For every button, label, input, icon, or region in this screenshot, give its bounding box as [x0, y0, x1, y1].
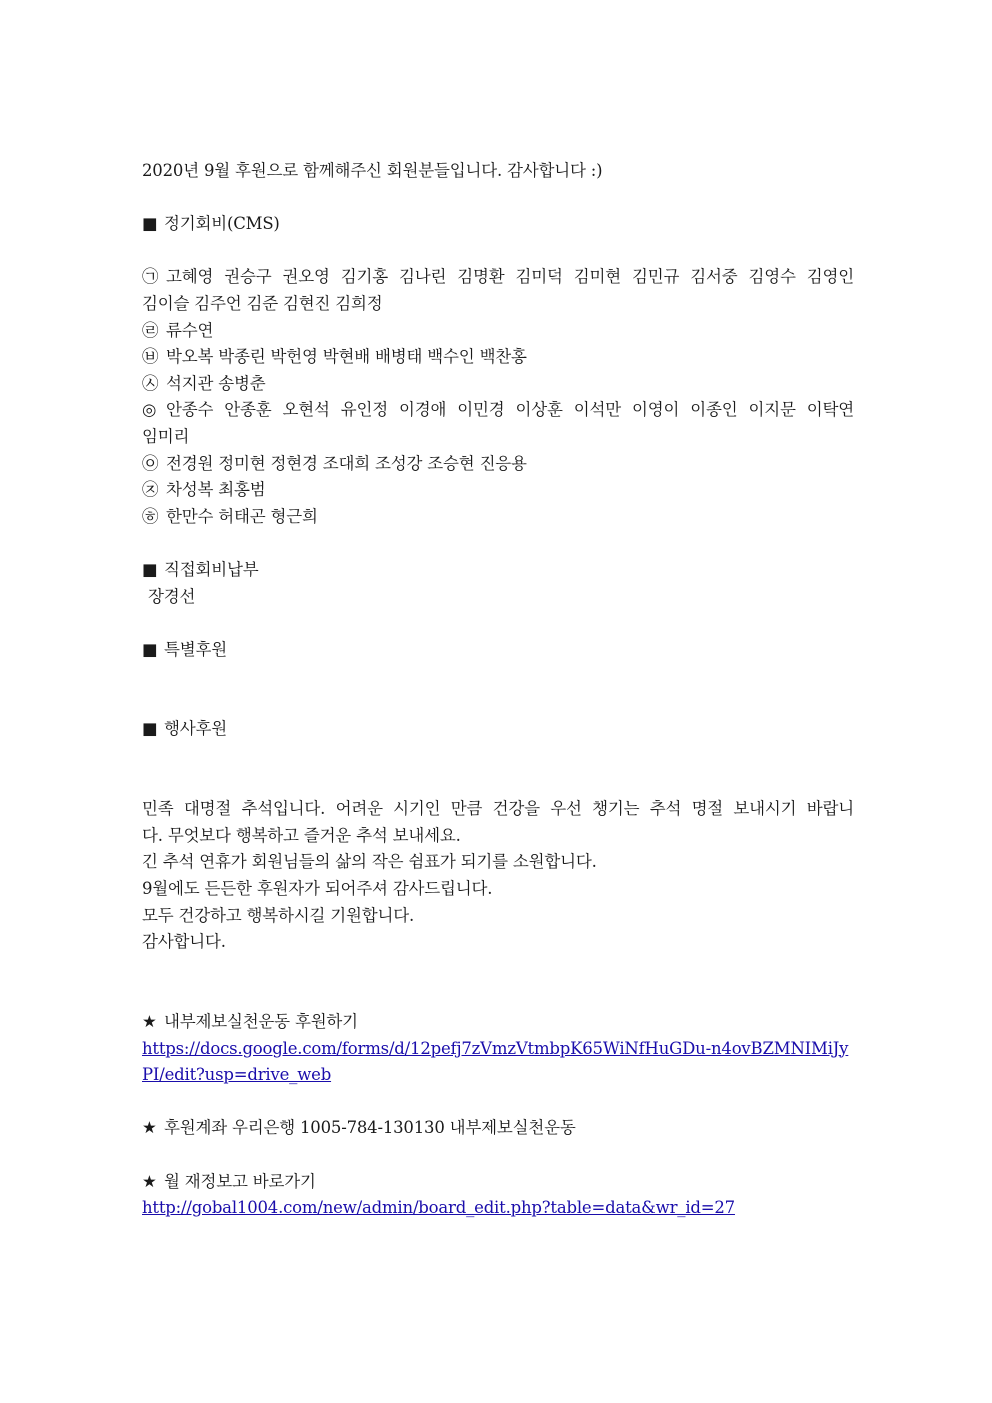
member-names: 안종수 안종훈 오현석 유인정 이경애 이민경 이상훈 이석만 이영이 이종인 이지문 이탁연 [166, 400, 854, 420]
message-line: 민족 대명절 추석입니다. 어려운 시기인 만큼 건강을 우선 챙기는 추석 명절 보내시기 바랍니 [142, 799, 854, 819]
account-info [142, 1115, 854, 1142]
donate-label: 내부제보실천운동 후원하기 [164, 1012, 358, 1031]
member-names: 류수연 [166, 320, 214, 340]
member-group-chieut [142, 477, 854, 504]
member-names: 석지관 송병춘 [166, 373, 266, 393]
square-bullet-icon: ■ [142, 639, 158, 659]
group-glyph-icon: ㉧ [142, 453, 159, 473]
section-event-title: 행사후원 [164, 719, 227, 739]
member-names-continued: 임미리 [142, 426, 190, 446]
message-line: 다. 무엇보다 행복하고 즐거운 추석 보내세요. [142, 825, 461, 845]
message-line: 모두 건강하고 행복하시길 기원합니다. [142, 905, 415, 925]
section-event-heading [142, 716, 854, 743]
square-bullet-icon: ■ [142, 559, 158, 579]
document-body [142, 158, 854, 1222]
member-group-siot [142, 371, 854, 398]
member-names-continued: 김이슬 김주언 김준 김현진 김희정 [142, 293, 383, 313]
direct-member-names: 장경선 [148, 586, 196, 606]
group-glyph-icon: ㉥ [142, 347, 159, 367]
member-group-hieut [142, 504, 854, 531]
square-bullet-icon: ■ [142, 719, 158, 739]
member-group-rieul [142, 318, 854, 345]
section-direct-title: 직접회비납부 [164, 559, 259, 579]
group-glyph-icon: ㉠ [142, 267, 159, 287]
star-icon: ★ [142, 1012, 157, 1031]
member-names: 차성복 최홍범 [166, 480, 266, 500]
financial-report-link[interactable]: http://gobal1004.com/new/admin/board_edit.php?table=data&wr_id=27 [142, 1198, 735, 1218]
cms-member-list [142, 264, 854, 530]
report-label: 월 재정보고 바로가기 [164, 1171, 316, 1191]
member-group-bieup [142, 344, 854, 371]
member-names: 전경원 정미현 정현경 조대희 조성강 조승현 진응용 [166, 453, 527, 473]
section-special-heading [142, 637, 854, 664]
square-bullet-icon: ■ [142, 214, 158, 234]
greeting-message [142, 796, 854, 956]
donate-heading [142, 1009, 854, 1036]
group-glyph-icon: ㉦ [142, 373, 159, 393]
star-icon: ★ [142, 1171, 157, 1191]
section-cms-heading [142, 211, 854, 238]
group-glyph-icon: ㉣ [142, 320, 159, 340]
member-group-jieut [142, 451, 854, 478]
section-cms-title: 정기회비(CMS) [164, 214, 280, 234]
star-icon: ★ [142, 1118, 157, 1138]
group-glyph-icon: ㉭ [142, 506, 159, 526]
member-group-giyeok [142, 264, 854, 291]
intro-text: 2020년 9월 후원으로 함께해주신 회원분들입니다. 감사합니다 :) [142, 161, 603, 180]
account-label: 후원계좌 우리은행 1005-784-130130 내부제보실천운동 [164, 1118, 576, 1138]
member-names: 한만수 허태곤 형근희 [166, 506, 318, 526]
group-glyph-icon: ◎ [142, 400, 157, 420]
donate-form-link[interactable]: https://docs.google.com/forms/d/12pefj7zVmzVtmbpK65WiNfHuGDu-n4ovBZMNIMiJyPI/edit?usp=drive_web [142, 1038, 849, 1085]
message-line: 감사합니다. [142, 932, 226, 952]
section-direct-heading [142, 557, 854, 584]
member-names: 박오복 박종린 박헌영 박현배 배병태 백수인 백찬홍 [166, 347, 527, 367]
group-glyph-icon: ㉨ [142, 480, 159, 500]
member-group-ieung [142, 397, 854, 424]
message-line: 9월에도 든든한 후원자가 되어주셔 감사드립니다. [142, 879, 493, 899]
section-special-title: 특별후원 [164, 639, 227, 659]
report-heading [142, 1169, 854, 1196]
member-names: 고혜영 권승구 권오영 김기홍 김나린 김명환 김미덕 김미현 김민규 김서중 김영수 김영인 [166, 267, 854, 287]
message-line: 긴 추석 연휴가 회원님들의 삶의 작은 쉼표가 되기를 소원합니다. [142, 852, 597, 872]
